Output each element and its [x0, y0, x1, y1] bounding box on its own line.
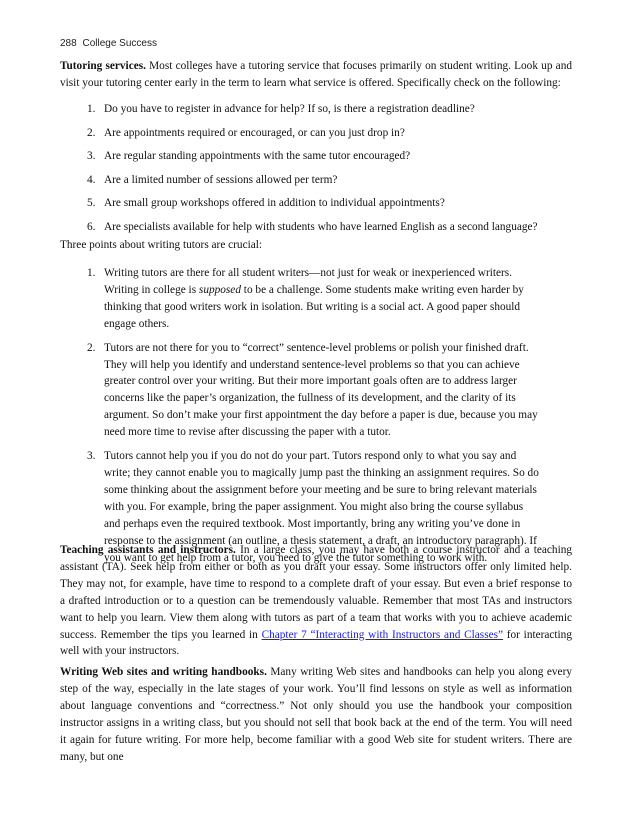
teaching-paragraph	[60, 542, 572, 660]
list-item	[60, 101, 540, 125]
list-number: 5.	[87, 197, 96, 209]
teaching-text-after: for interacting well with your instructors.	[60, 628, 572, 658]
list-number: 1.	[87, 103, 96, 115]
chapter-7-link[interactable]: Chapter 7 “Interacting with Instructors and Classes”	[261, 628, 504, 641]
tutoring-paragraph	[60, 58, 572, 92]
list-number: 3.	[87, 150, 96, 162]
page-number: 288	[60, 38, 77, 49]
list-text: Are specialists available for help with students who have learned English as a second language?	[104, 220, 538, 233]
teaching-text: In a large class, you may have both a course instructor and a teaching assistant (TA). Seek help from either or both as you draft your essay. Some instructors offer only limited help. They may not, for example, have time to respond to a complete draft of your essay. But even a brief response to a drafted introduction or to a question can be tremendously valuable. Remember that most TAs and instructors want to help you learn. View them along with tutors as part of a team that works with you to achieve academic success. Remember the tips you learned in	[60, 544, 573, 641]
list-text: Writing tutors are there for all student writers—not just for weak or inexperienced writers. Writing in college is supposed to be a challenge. Some students make writing even harder by thinking that good writers work in isolation. But writing is a social act. A good paper should engage others.	[104, 267, 524, 330]
list-item	[60, 148, 540, 172]
book-title: College Success	[82, 38, 157, 49]
list-item	[60, 340, 540, 441]
list-number: 2.	[87, 126, 96, 139]
page-header	[60, 36, 157, 53]
list-item	[60, 125, 540, 149]
list-item	[60, 265, 540, 333]
list-text: Do you have to register in advance for help? If so, is there a registration deadline?	[104, 103, 475, 115]
list-text: Are appointments required or encouraged, or can you just drop in?	[104, 126, 405, 139]
list-text: Are regular standing appointments with the same tutor encouraged?	[104, 150, 411, 162]
list-number: 4.	[87, 173, 96, 186]
tutoring-heading: Tutoring services.	[60, 60, 146, 72]
list-number: 3.	[87, 450, 96, 463]
list-text: Tutors cannot help you if you do not do your part. Tutors respond only to what you say and write; they cannot enable you to magically jump past the thinking an assignment requires. So do some thinking about the assignment before your meeting and be sure to bring relevant materials with you. For example, bring the paper assignment. You might also bring the course syllabus and perhaps even the required textbook. Most importantly, bring any writing you’ve done in response to the assignment (an outline, a thesis statement, a draft, an introductory paragraph). If you want to get help from a tutor, you need to give the tutor something to work with.	[104, 450, 539, 564]
list-text: Are a limited number of sessions allowed per term?	[104, 173, 338, 186]
websites-text: Many writing Web sites and handbooks can help you along every step of the way, especially in the late stages of your work. You’ll find lessons on style as well as information about language conventions and “correctness.” Not only should you use the handbook your composition instructor assigns in a writing class, but you should not sell that book back at the end of the term. You will need it again for future writing. For more help, become familiar with a good Web site for student writers. There are many, but one	[60, 666, 572, 763]
tutoring-text: Most colleges have a tutoring service that focuses primarily on student writing. Look up and visit your tutoring center early in the term to learn what service is offered. Specifically check on the following:	[60, 60, 572, 89]
list-text: Are small group workshops offered in addition to individual appointments?	[104, 197, 445, 209]
websites-heading: Writing Web sites and writing handbooks.	[60, 666, 267, 678]
list-text: Tutors are not there for you to “correct” sentence-level problems or polish your finished draft. They will help you identify and understand sentence-level problems so that you can achieve greater control over your writing. But their more important goals often are to address larger concerns like the paper’s organization, the fullness of its development, and the clarity of its argument. So don’t make your first appointment the day before a paper is due, because you may need more time to revise after discussing the paper with a tutor.	[104, 341, 538, 439]
list-number: 2.	[87, 341, 96, 354]
three-points-intro: Three points about writing tutors are crucial:	[60, 239, 263, 251]
tutoring-checklist	[60, 101, 540, 242]
list-number: 6.	[87, 220, 96, 233]
list-item	[60, 172, 540, 196]
list-number: 1.	[87, 267, 96, 279]
list-item	[60, 195, 540, 219]
tutor-points-list	[60, 265, 540, 573]
emphasis-text: supposed	[198, 283, 241, 296]
websites-paragraph	[60, 664, 572, 765]
teaching-heading: Teaching assistants and instructors.	[60, 544, 236, 556]
